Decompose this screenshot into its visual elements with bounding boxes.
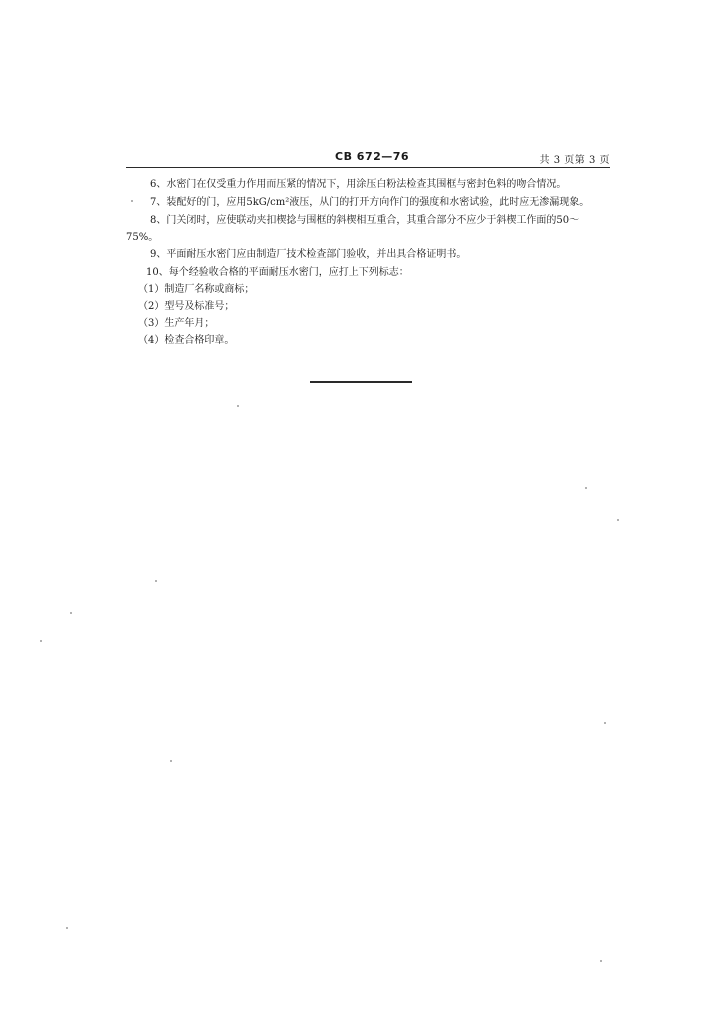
clause-8-continuation: 75%。 bbox=[126, 232, 159, 243]
scan-speck bbox=[604, 722, 606, 724]
clause-8: 8、门关闭时，应使联动夹扣楔捻与围框的斜楔相互重合，其重合部分不应少于斜楔工作面的50～ bbox=[150, 215, 580, 226]
page-number: 共 3 页第 3 页 bbox=[539, 155, 610, 166]
marking-item-2: （2）型号及标准号； bbox=[138, 301, 235, 312]
clause-9: 9、平面耐压水密门应由制造厂技术检查部门验收，并出具合格证明书。 bbox=[150, 249, 467, 260]
end-of-document-rule bbox=[310, 381, 412, 383]
marking-item-3: （3）生产年月； bbox=[138, 318, 215, 329]
scan-speck bbox=[131, 200, 133, 202]
marking-item-1: （1）制造厂名称或商标； bbox=[138, 284, 255, 295]
scan-speck bbox=[155, 580, 157, 582]
clause-10: 10、每个经验收合格的平面耐压水密门，应打上下列标志： bbox=[146, 267, 409, 278]
standard-number: CB 672—76 bbox=[335, 150, 410, 163]
header-divider bbox=[126, 167, 610, 168]
scan-speck bbox=[237, 405, 239, 407]
scan-speck bbox=[585, 487, 587, 489]
scan-speck bbox=[617, 519, 619, 521]
scan-speck bbox=[40, 640, 42, 642]
scan-speck bbox=[170, 760, 172, 762]
scan-speck bbox=[600, 960, 602, 962]
clause-7: 7、装配好的门，应用5kG/cm²液压，从门的打开方向作门的强度和水密试验，此时应无渗漏现象。 bbox=[150, 197, 590, 208]
scan-speck bbox=[66, 927, 68, 929]
page-header bbox=[126, 150, 610, 168]
marking-item-4: （4）检查合格印章。 bbox=[138, 335, 235, 346]
scan-speck bbox=[70, 612, 72, 614]
clause-6: 6、水密门在仅受重力作用而压紧的情况下，用涂压白粉法检查其围框与密封色料的吻合情况。 bbox=[150, 179, 567, 190]
